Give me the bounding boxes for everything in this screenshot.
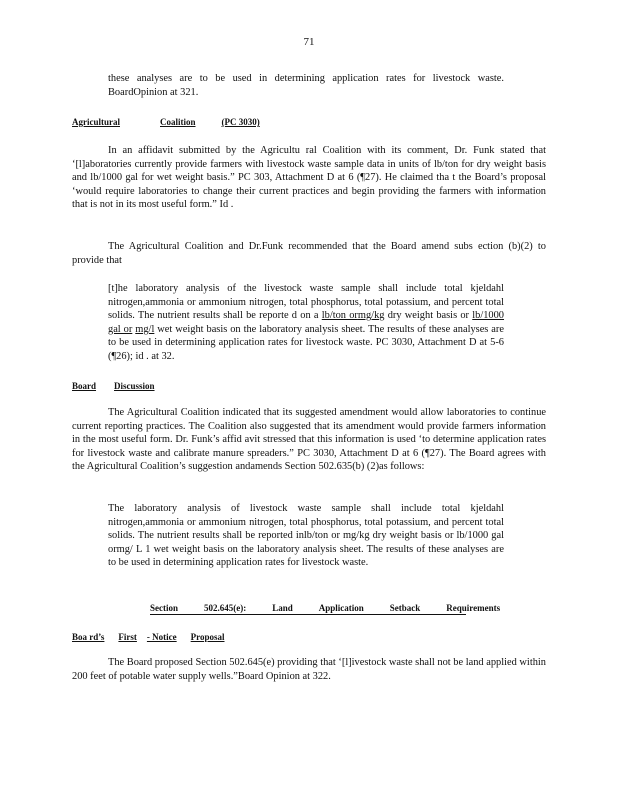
heading-word: (PC 3030) (221, 117, 260, 127)
proposed-amendment-quote: [t]he laboratory analysis of the livestock waste sample shall include total kjeldahl nitrogen,ammonia or ammonium nitrogen, total phosphorus, total potassium, and percent total solids. The nutrient results shall be reporte d on a lb/ton ormg/kg dry weight basis or lb/1000 gal or mg/l wet weight basis on the laboratory analysis sheet. The results of these analyses are to be used in determining application rates for livestock waste. PC 3030, Attachment D at 5-6 (¶26); id . at 32. (108, 283, 505, 362)
heading-word: Discussion (114, 381, 155, 391)
heading-word: Coalition (160, 117, 196, 127)
heading-word: Proposal (190, 632, 225, 642)
heading-word: First (118, 632, 137, 642)
heading-word: Board (72, 381, 97, 391)
heading-word: - Notice (146, 632, 177, 642)
heading-word: Agricultural (72, 117, 120, 127)
section-heading-agricultural-coalition (72, 117, 260, 127)
heading-word: Boa rd’s (72, 632, 105, 642)
first-notice-paragraph: The Board proposed Section 502.645(e) providing that ‘[l]ivestock waste shall not be land applied within 200 feet of potable water supply wells.”Board Opinion at 322. (72, 657, 546, 682)
board-discussion-paragraph: The Agricultural Coalition indicated that its suggested amendment would allow laboratories to continue current reporting practices. The Coalition also suggested that its amendment would provide farmers information in the most useful form. Dr. Funk’s affid avit stressed that this information is used ‘to determine application rates for livestock waste and calibrate manure spreaders.” PC 3030, Attachment D at 6 (¶27). The Board agrees with the Agricultural Coalition’s suggestion andamends Section 502.635(b) (2)as follows: (72, 407, 546, 473)
section-heading-board-discussion (72, 381, 155, 391)
continued-quote-paragraph: these analyses are to be used in determining application rates for livestock waste. BoardOpinion at 321. (108, 73, 504, 98)
recommendation-paragraph: The Agricultural Coalition and Dr.Funk recommended that the Board amend subs ection (b)(2) to provide that (72, 241, 546, 266)
affidavit-paragraph: In an affidavit submitted by the Agricultu ral Coalition with its comment, Dr. Funk stated that ‘[l]aboratories currently provide farmers with livestock waste sample data in units of lb/ton for dry weight basis and lb/1000 gal for wet weight basis.” PC 303, Attachment D at 6 (¶27). He claimed tha t the Board’s proposal ‘would require laboratories to change their current practices and begin providing the farmers with information that is not in its most useful form.” Id . (72, 145, 546, 211)
page-number: 71 (303, 36, 315, 48)
amended-section-quote: The laboratory analysis of livestock waste sample shall include total kjeldahl nitrogen,ammonia or ammonium nitrogen, total phosphorus, total potassium, and percent total solids. The nutrient results shall be reported inlb/ton or mg/kg dry weight basis or lb/1000 gal ormg/ L 1 wet weight basis on the laboratory analysis sheet. The results of these analyses are to be used in determining application rates for livestock waste. (108, 503, 504, 569)
section-502-645e-heading: Section 502.645(e): Land Application Setback Requirements (150, 603, 501, 613)
section-heading-first-notice-proposal (72, 632, 225, 642)
